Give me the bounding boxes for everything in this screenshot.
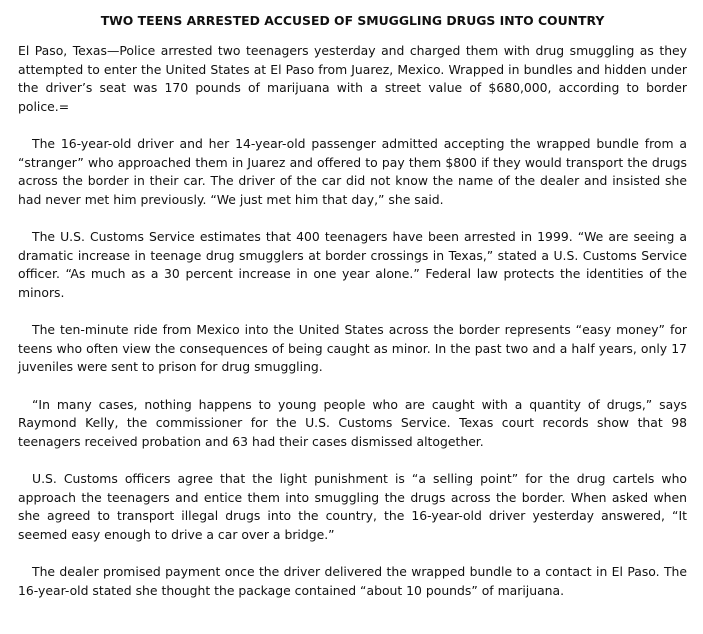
paragraph-2: The 16-year-old driver and her 14-year-old passenger admitted accepting the wrapped bundle from a “stranger” who approached them in Juarez and offered to pay them $800 if they would transport the drugs across the border in their car. The driver of the car did not know the name of the dealer and insisted she had never met him previously. “We just met him that day,” she said. (18, 136, 687, 207)
paragraph-1: El Paso, Texas—Police arrested two teenagers yesterday and charged them with drug smuggling as they attempted to enter the United States at El Paso from Juarez, Mexico. Wrapped in bundles and hidden under the driver’s seat was 170 pounds of marijuana with a street value of $680,000, according to border police.= (18, 43, 687, 114)
paragraph-3: The U.S. Customs Service estimates that 400 teenagers have been arrested in 1999. “We are seeing a dramatic increase in teenage drug smugglers at border crossings in Texas,” stated a U.S. Customs Service officer. “As much as a 30 percent increase in one year alone.” Federal law protects the identities of the minors. (18, 229, 687, 300)
paragraph-7: The dealer promised payment once the driver delivered the wrapped bundle to a contact in El Paso. The 16-year-old stated she thought the package contained “about 10 pounds” of marijuana. (18, 564, 687, 598)
paragraph-5: “In many cases, nothing happens to young people who are caught with a quantity of drugs,” says Raymond Kelly, the commissioner for the U.S. Customs Service. Texas court records show that 98 teenagers received probation and 63 had their cases dismissed altogether. (18, 396, 687, 449)
paragraph-6: U.S. Customs officers agree that the light punishment is “a selling point” for the drug cartels who approach the teenagers and entice them into smuggling the drugs across the border. When asked when she agreed to transport illegal drugs into the country, the 16-year-old driver yesterday answered, “It seemed easy enough to drive a car over a bridge.” (18, 471, 687, 542)
paragraph-4: The ten-minute ride from Mexico into the United States across the border represents “easy money” for teens who often view the consequences of being caught as minor. In the past two and a half years, only 17 juveniles were sent to prison for drug smuggling. (18, 322, 687, 374)
article-headline: TWO TEENS ARRESTED ACCUSED OF SMUGGLING DRUGS INTO COUNTRY (100, 13, 605, 28)
